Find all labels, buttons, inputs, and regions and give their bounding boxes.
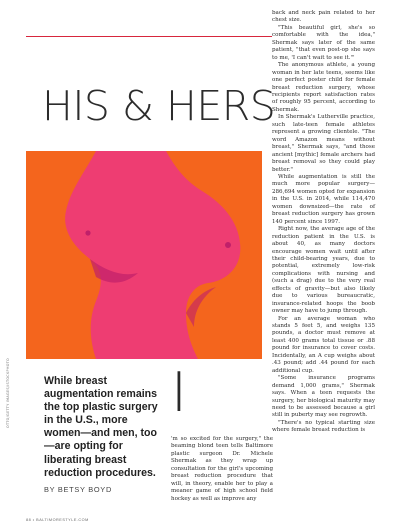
body-paragraph: "Some insurance programs demand 1,000 grams," Shermak says. When a teen requests the surgery, her biological maturity may need to be assessed because a girl still in puberty may see regrowth. [272,375,375,419]
article-byline: BY BETSY BOYD [44,485,112,494]
article-headline: HIS & HERS [42,82,276,130]
body-paragraph: "This beautiful girl, she's so comfortable with the idea," Shermak says later of the same patient, "that even post-op she says to me, 'I can't wait to see it.'" [272,24,375,61]
top-accent-rule [26,36,272,37]
body-paragraph: For an average woman who stands 5 feet 5, and weighs 135 pounds, a doctor must remove at least 400 grams total tissue or .88 pound for insurance to cover costs. Incidentally, an A cup weighs about .43 pound; add .44 pound for each additional cup. [272,315,375,374]
torso-illustration [26,151,262,359]
body-paragraph: While augmentation is still the much more popular surgery—286,694 women opted for expansion in the U.S. in 2014, while 114,470 women downsized—the rate of breast reduction surgery has grown 140 percent since 1997. [272,173,375,225]
drop-cap: I [171,361,187,424]
photo-credit: OTTO/GETTY IMAGES/ISTOCKPHOTO [6,358,10,428]
page-footer: 88 • BALTIMORESTYLE.COM [26,518,89,522]
body-paragraph: Right now, the average age of the reduction patient in the U.S. is about 40, as many doctors encourage women wait until after their child-bearing years, due to potential, extremely low-risk complications with nursing and (such a drag) due to the very real effects of gravity—but also likely due to various bureaucratic, insurance-related hoops the boob owner may have to jump through. [272,226,375,315]
body-paragraph: "There's no typical starting size where female breast reduction is [272,419,375,434]
article-deck: While breast augmentation remains the top plastic surgery in the U.S., more women—and men, too—are opting for liberating breast reduction procedures. [44,375,158,479]
body-paragraph: In Shermak's Lutherville practice, such late-teen female athletes represent a growing clientele. "The word Amazon means without breast," Shermak says, "and those ancient [mythic] female archers had breast removal so they could play better." [272,114,375,173]
body-paragraph: back and neck pain related to her chest size. [272,10,375,24]
article-illustration [26,151,262,359]
body-paragraph: 'm so excited for the surgery," the beaming blond teen tells Baltimore plastic surgeon Dr. Michele Shermak as they wrap up consultation for the girl's upcoming breast reduction procedure that will, in theory, enable her to play a meaner game of high school field hockey as well as improve any [171,436,273,502]
breast-nipple-left [85,230,90,235]
breast-nipple-right [225,242,231,248]
body-paragraph: The anonymous athlete, a young woman in her late teens, seems like one perfect poster child for female breast reduction surgery, whose recipients report satisfaction rates of roughly 95 percent, according to Shermak. [272,62,375,113]
body-column-middle [171,436,273,503]
body-column-right [272,10,375,435]
